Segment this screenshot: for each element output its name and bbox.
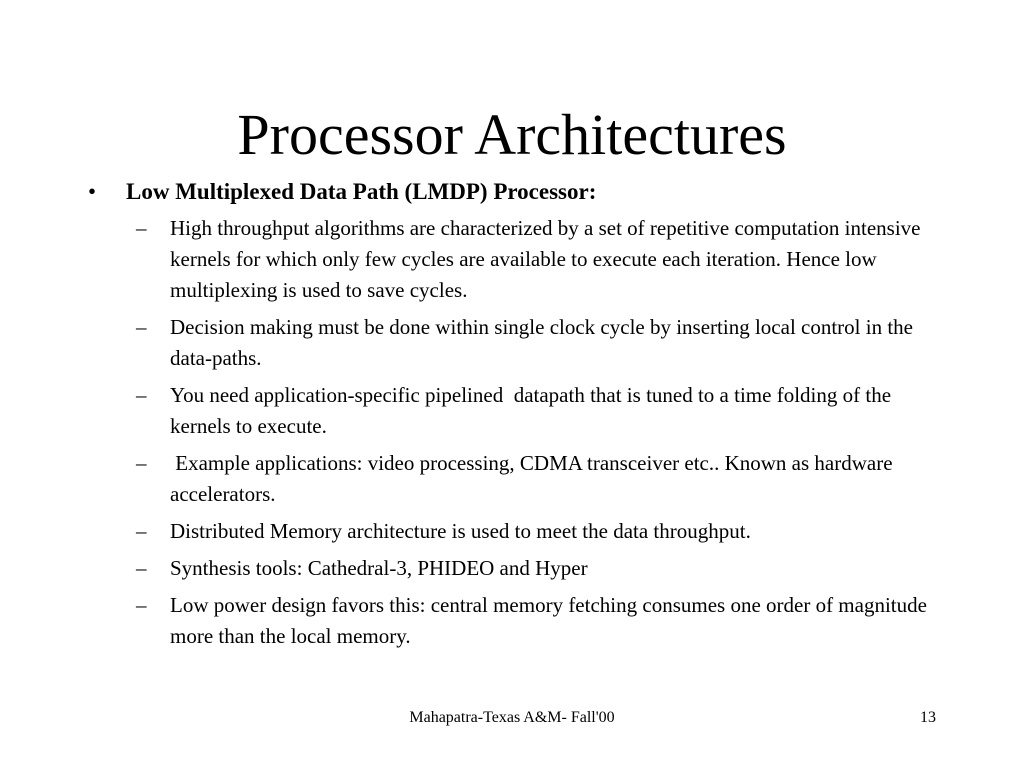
slide-title: Processor Architectures [237,102,787,167]
sub-bullet-text: High throughput algorithms are characterized by a set of repetitive computation intensive kernels for which only few cycles are available to execute each iteration. Hence low multiplexing is used to save cycles. [170,216,926,302]
sub-bullet-list [88,213,948,652]
sub-bullet-item [88,312,948,374]
bullet-marker: • [88,179,97,204]
sub-bullet-text: Distributed Memory architecture is used to meet the data throughput. [170,519,751,543]
main-bullet-text: Low Multiplexed Data Path (LMDP) Processor: [126,179,597,204]
footer-author: Mahapatra-Texas A&M- Fall'00 [409,709,615,726]
dash-marker: – [136,593,147,617]
sub-bullet-text: Low power design favors this: central memory fetching consumes one order of magnitude more than the local memory. [170,593,933,648]
sub-bullet-item [88,448,948,510]
dash-marker: – [136,556,147,580]
page-number: 13 [920,709,936,726]
sub-bullet-text: Example applications: video processing, CDMA transceiver etc.. Known as hardware accelerators. [170,451,898,506]
dash-marker: – [136,315,147,339]
sub-bullet-item [88,516,948,547]
sub-bullet-item [88,380,948,442]
sub-bullet-text: You need application-specific pipelined datapath that is tuned to a time folding of the kernels to execute. [170,383,897,438]
sub-bullet-text: Synthesis tools: Cathedral-3, PHIDEO and Hyper [170,556,588,580]
main-bullet [88,176,948,207]
dash-marker: – [136,451,147,475]
sub-bullet-item [88,213,948,306]
slide-content [88,176,948,658]
dash-marker: – [136,519,147,543]
dash-marker: – [136,216,147,240]
sub-bullet-item [88,590,948,652]
sub-bullet-item [88,553,948,584]
sub-bullet-text: Decision making must be done within single clock cycle by inserting local control in the data-paths. [170,315,919,370]
dash-marker: – [136,383,147,407]
